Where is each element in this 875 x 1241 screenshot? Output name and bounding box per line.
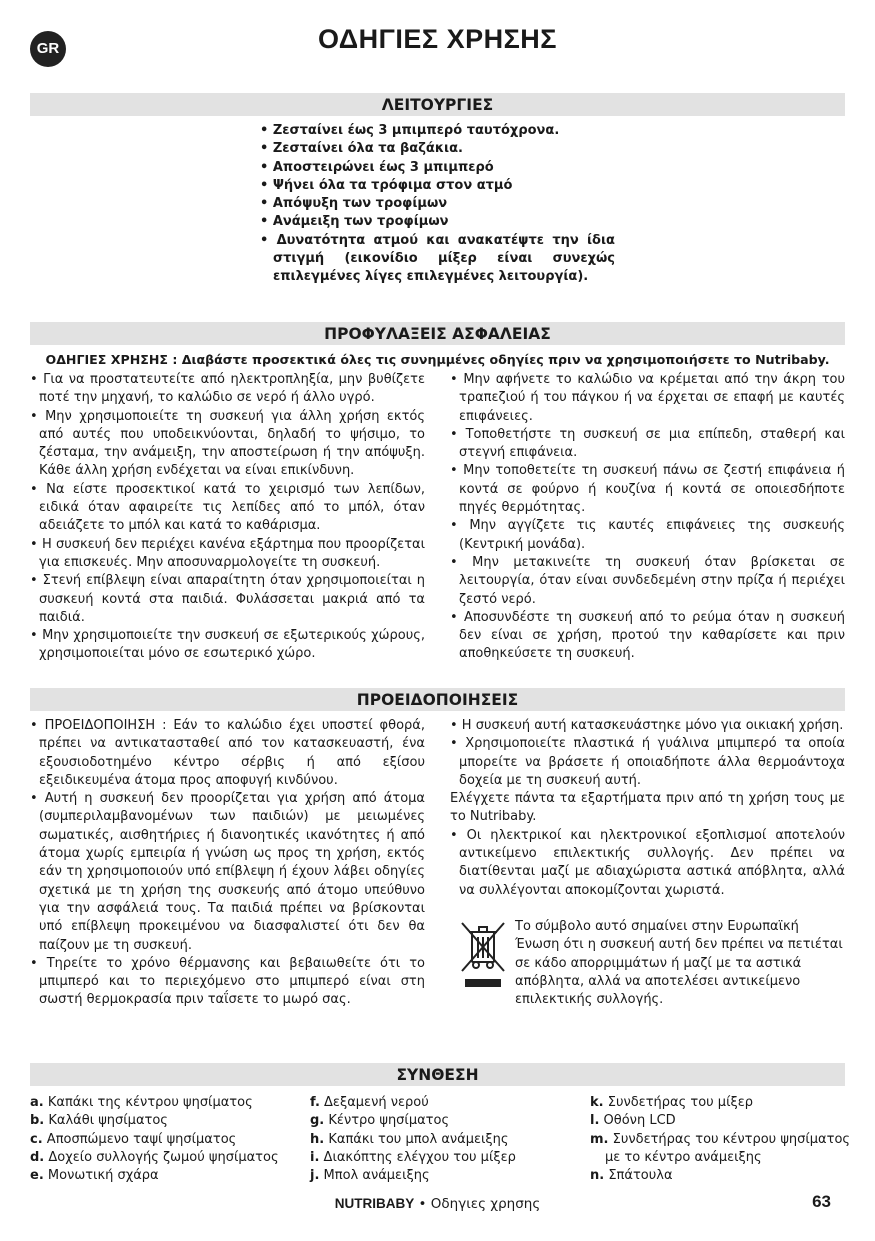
list-item: • Απόψυξη των τροφίμων (260, 196, 448, 212)
list-item: • Δυνατότητα ατμού και ανακατέψτε την ίδια στιγμή (εικονίδιο μίξερ είναι συνεχώς επιλεγμένες λίγες επιλεγμένες λειτουργία). (260, 232, 615, 285)
list-item: • Τηρείτε το χρόνο θέρμανσης και βεβαιωθείτε ότι το μπιμπερό και το περιεχόμενο στο μπιμπερό είναι στη σωστή θερμοκρασία πριν ταΐσετε το μωρό σας. (30, 955, 425, 1008)
weee-notice: Το σύμβολο αυτό σημαίνει στην Ευρωπαϊκή Ένωση ότι η συσκευή αυτή δεν πρέπει να πετιέται σε κάδο απορριμμάτων ή μαζί με τα αστικά απόβλητα, αλλά να αποτελέσει αντικείμενο επιλεκτικής συλλογής. (515, 919, 843, 1008)
list-item: • Τοποθετήστε τη συσκευή σε μια επίπεδη, σταθερή και στεγνή επιφάνεια. (450, 426, 845, 461)
list-item: • Οι ηλεκτρικοί και ηλεκτρονικοί εξοπλισμοί αποτελούν αντικείμενο επιλεκτικής συλλογής. Δεν πρέπει να διατίθενται μαζί με αδιαχώριστα αστικά απόβλητα, αλλά να συλλέγονται αποκομίζονται χωριστά. (450, 827, 845, 898)
component-item: f. Δεξαμενή νερού (310, 1095, 429, 1110)
component-item: l. Οθόνη LCD (590, 1113, 676, 1129)
list-item: • Η συσκευή αυτή κατασκευάστηκε μόνο για οικιακή χρήση. (450, 718, 844, 733)
component-item: e. Μονωτική σχάρα (30, 1168, 159, 1184)
list-item: • Αποστειρώνει έως 3 μπιμπερό (260, 159, 494, 175)
list-item: • ΠΡΟΕΙΔΟΠΟΙΗΣΗ : Εάν το καλώδιο έχει υποστεί φθορά, πρέπει να αντικατασταθεί από τον κατασκευαστή, ένα εξουσιοδοτημένο κέντρο σέρβις ή από εξίσου εξειδικευμένα άτομα προς αποφυγή κινδύνου. (30, 718, 425, 788)
warnings-heading: ΠΡΟΕΙΔΟΠΟΙΗΣΕΙΣ (30, 688, 845, 711)
list-item: • Η συσκευή δεν περιέχει κανένα εξάρτημα που προορίζεται για επισκευές. Μην αποσυναρμολογείτε τη συσκευή. (30, 536, 425, 570)
component-item: n. Σπάτουλα (590, 1168, 673, 1184)
safety-left-column (30, 371, 425, 664)
list-item: • Μην χρησιμοποιείτε την συσκευή σε εξωτερικούς χώρους, χρησιμοποιείται μόνο σε εσωτερικό χώρο. (30, 628, 425, 662)
functions-list (260, 122, 615, 287)
list-item: • Να είστε προσεκτικοί κατά το χειρισμό των λεπίδων, ειδικά όταν αφαιρείτε τις λεπίδες από το μπόλ, όταν αδειάζετε το μπόλ και κατά το καθάρισμα. (30, 481, 425, 534)
list-item: • Ζεσταίνει όλα τα βαζάκια. (260, 141, 463, 157)
composition-column-3 (590, 1094, 855, 1185)
component-item: b. Καλάθι ψησίματος (30, 1113, 168, 1129)
weee-crossed-bin-icon (458, 918, 508, 992)
list-item: • Μην αφήνετε το καλώδιο να κρέμεται από την άκρη του τραπεζιού ή του πάγκου ή να έρχεται σε επαφή με καυτές επιφάνειες. (450, 372, 845, 424)
footer-separator: • (414, 1196, 431, 1212)
composition-heading: ΣΥΝΘΕΣΗ (30, 1063, 845, 1086)
component-item: c. Αποσπώμενο ταψί ψησίματος (30, 1131, 237, 1147)
warnings-right-column (450, 717, 845, 900)
safety-intro: ΟΔΗΓΙΕΣ ΧΡΗΣΗΣ : Διαβάστε προσεκτικά όλες τις συνημμένες οδηγίες πριν να χρησιμοποιήσετε το Nutribaby. (45, 352, 830, 367)
component-item: i. Διακόπτης ελέγχου του μίξερ (310, 1149, 516, 1165)
functions-heading: ΛΕΙΤΟΥΡΓΙΕΣ (30, 93, 845, 116)
footer-text: Οδηγιες χρησης (430, 1196, 541, 1212)
list-item: • Αποσυνδέστε τη συσκευή από το ρεύμα όταν η συσκευή δεν είναι σε χρήση, προτού την καθαρίσετε και πριν αποθηκεύσετε τη συσκευή. (450, 609, 845, 662)
warnings-note: Ελέγχετε πάντα τα εξαρτήματα πριν από τη χρήση τους με το Nutribaby. (450, 791, 845, 825)
composition-column-1 (30, 1094, 300, 1185)
list-item: • Μην τοποθετείτε τη συσκευή πάνω σε ζεστή επιφάνεια ή κοντά σε φούρνο ή κουζίνα ή κοντά σε οποιεσδήποτε πηγές θερμότητας. (450, 463, 845, 516)
list-item: • Στενή επίβλεψη είναι απαραίτητη όταν χρησιμοποιείται η συσκευή κοντά στα παιδιά. Φυλάσσεται μακριά από τα παιδιά. (30, 573, 425, 625)
list-item: • Μην χρησιμοποιείτε τη συσκευή για άλλη χρήση εκτός από αυτές που υποδεικνύονται, δηλαδή το ψήσιμο, το ζέσταμα, την ανάμειξη, την αποστείρωση ή την απόψυξη. Κάθε άλλη χρήση ενδέχεται να είναι επικίνδυνη. (30, 408, 425, 479)
list-item: • Ψήνει όλα τα τρόφιμα στον ατμό (260, 177, 513, 193)
footer (0, 1196, 875, 1212)
component-item: m. Συνδετήρας του κέντρου ψησίματος με το κέντρο ανάμειξης (590, 1131, 851, 1165)
language-badge: GR (30, 31, 66, 67)
component-item: g. Κέντρο ψησίματος (310, 1113, 450, 1129)
list-item: • Χρησιμοποιείτε πλαστικά ή γυάλινα μπιμπερό τα οποία μπορείτε να βράσετε ή οποιαδήποτε άλλα θερμοάντοχα δοχεία με τη συσκευή αυτή. (450, 736, 845, 788)
page-number: 63 (812, 1192, 831, 1211)
composition-column-2 (310, 1094, 580, 1185)
safety-heading: ΠΡΟΦΥΛΑΞΕΙΣ ΑΣΦΑΛΕΙΑΣ (30, 322, 845, 345)
warnings-left-column (30, 717, 425, 1010)
list-item: • Για να προστατευτείτε από ηλεκτροπληξία, μην βυθίζετε ποτέ την μηχανή, το καλώδιο σε νερό ή άλλο υγρό. (30, 372, 425, 406)
list-item: • Ζεσταίνει έως 3 μπιμπερό ταυτόχρονα. (260, 123, 560, 138)
component-item: k. Συνδετήρας του μίξερ (590, 1095, 753, 1110)
component-item: h. Καπάκι του μπολ ανάμειξης (310, 1131, 509, 1147)
safety-right-column (450, 371, 845, 664)
list-item: • Αυτή η συσκευή δεν προορίζεται για χρήση από άτομα (συμπεριλαμβανομένων των παιδιών) με μειωμένες σωματικές, αισθητήριες ή διανοητικές ικανότητες ή από άτομα χωρίς εμπειρία ή γνώση ως προς τη χρήση, εκτός εάν τη χρησιμοποιούν υπό επίβλεψη ή έχουν λάβει οδηγίες σχετικά με τη χρήση της συσκευής από άτομο υπεύθυνο για την ασφάλειά τους. Τα παιδιά πρέπει να βρίσκονται υπό επίβλεψη προκειμένου να διασφαλιστεί ότι δεν θα παίζουν με τη συσκευή. (30, 791, 425, 953)
list-item: • Μην μετακινείτε τη συσκευή όταν βρίσκεται σε λειτουργία, όταν είναι συνδεδεμένη στην πρίζα ή περιέχει ζεστό νερό. (450, 554, 845, 607)
page-title: ΟΔΗΓΙΕΣ ΧΡΗΣΗΣ (317, 24, 558, 54)
component-item: d. Δοχείο συλλογής ζωμού ψησίματος (30, 1149, 279, 1165)
component-item: a. Καπάκι της κέντρου ψησίματος (30, 1095, 253, 1110)
footer-brand: NUTRIBABY (334, 1196, 415, 1211)
list-item: • Μην αγγίζετε τις καυτές επιφάνειες της συσκευής (Κεντρική μονάδα). (450, 518, 845, 552)
component-item: j. Μπολ ανάμειξης (310, 1168, 430, 1184)
list-item: • Ανάμειξη των τροφίμων (260, 214, 449, 230)
